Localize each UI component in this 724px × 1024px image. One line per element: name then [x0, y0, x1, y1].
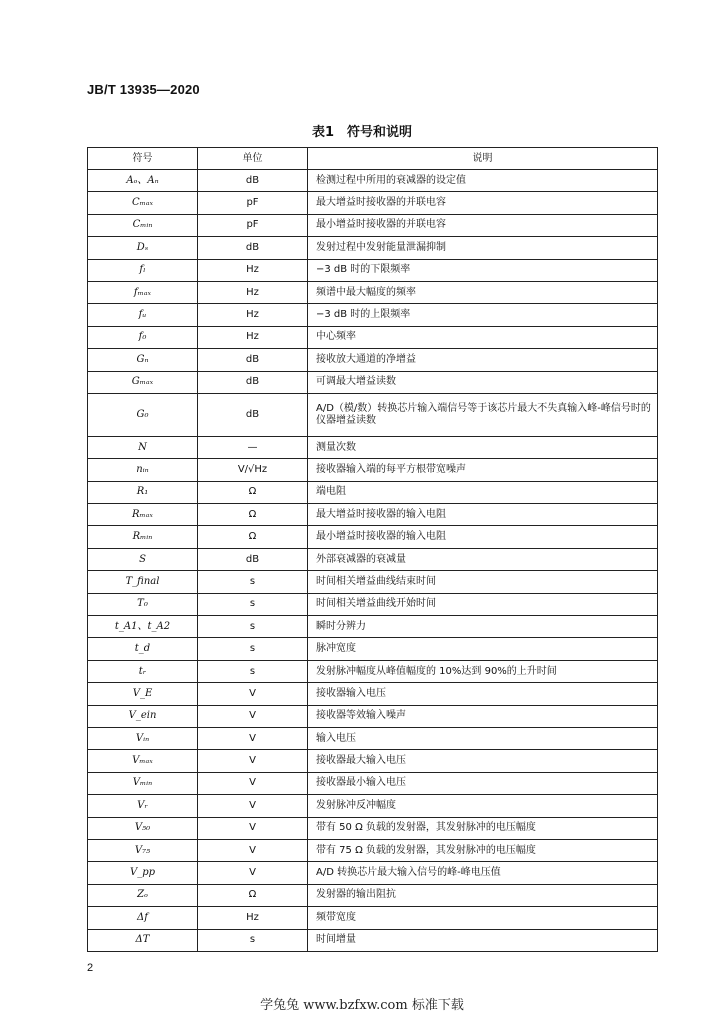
watermark-text: 学兔兔 www.bzfxw.com 标准下载: [260, 998, 464, 1013]
standard-code: JB/T 13935—2020: [87, 82, 200, 97]
description-cell: 发射脉冲幅度从峰值幅度的 10%达到 90%的上升时间: [308, 660, 658, 682]
table-row: [88, 817, 658, 839]
table-row: [88, 705, 658, 727]
symbol-cell: t_d: [88, 638, 198, 660]
description-cell: 时间增量: [308, 929, 658, 951]
symbol-cell: Cₘᵢₙ: [88, 214, 198, 236]
description-cell: 发射过程中发射能量泄漏抑制: [308, 237, 658, 259]
symbol-cell: Vᵣ: [88, 795, 198, 817]
symbol-cell: V_ein: [88, 705, 198, 727]
unit-cell: Hz: [198, 259, 308, 281]
table-row: [88, 884, 658, 906]
symbol-cell: N: [88, 436, 198, 458]
description-cell: 瞬时分辨力: [308, 616, 658, 638]
unit-cell: Ω: [198, 504, 308, 526]
unit-cell: dB: [198, 349, 308, 371]
description-cell: 最大增益时接收器的输入电阻: [308, 504, 658, 526]
header-symbol: 符号: [88, 148, 198, 170]
unit-cell: dB: [198, 237, 308, 259]
symbol-cell: V₇₅: [88, 839, 198, 861]
table-row: [88, 795, 658, 817]
unit-cell: dB: [198, 393, 308, 436]
symbol-cell: R₁: [88, 481, 198, 503]
symbol-cell: Cₘₐₓ: [88, 192, 198, 214]
description-cell: A/D（模/数）转换芯片输入端信号等于该芯片最大不失真输入峰-峰信号时的仪器增益读数: [308, 393, 658, 436]
symbol-cell: S: [88, 548, 198, 570]
description-cell: 带有 75 Ω 负载的发射器，其发射脉冲的电压幅度: [308, 839, 658, 861]
symbol-cell: nᵢₙ: [88, 459, 198, 481]
table-row: [88, 727, 658, 749]
description-cell: 频带宽度: [308, 907, 658, 929]
unit-cell: Hz: [198, 281, 308, 303]
symbol-cell: f₀: [88, 326, 198, 348]
description-cell: 时间相关增益曲线结束时间: [308, 571, 658, 593]
description-cell: 频谱中最大幅度的频率: [308, 281, 658, 303]
table-row: [88, 371, 658, 393]
description-cell: 带有 50 Ω 负载的发射器，其发射脉冲的电压幅度: [308, 817, 658, 839]
table-row: [88, 907, 658, 929]
description-cell: 最小增益时接收器的并联电容: [308, 214, 658, 236]
table-row: [88, 929, 658, 951]
symbol-cell: V_pp: [88, 862, 198, 884]
description-cell: 发射器的输出阻抗: [308, 884, 658, 906]
page-number: 2: [87, 962, 94, 974]
table-row: [88, 281, 658, 303]
table-row: [88, 349, 658, 371]
description-cell: 接收器最小输入电压: [308, 772, 658, 794]
unit-cell: V: [198, 772, 308, 794]
description-cell: 接收器最大输入电压: [308, 750, 658, 772]
unit-cell: Ω: [198, 884, 308, 906]
symbol-cell: fₘₐₓ: [88, 281, 198, 303]
symbol-cell: Rₘᵢₙ: [88, 526, 198, 548]
unit-cell: dB: [198, 371, 308, 393]
table-row: [88, 436, 658, 458]
symbol-cell: Gₙ: [88, 349, 198, 371]
unit-cell: V: [198, 750, 308, 772]
description-cell: −3 dB 时的下限频率: [308, 259, 658, 281]
unit-cell: —: [198, 436, 308, 458]
unit-cell: Hz: [198, 326, 308, 348]
table-row: [88, 326, 658, 348]
unit-cell: V/√Hz: [198, 459, 308, 481]
symbols-table: [87, 147, 658, 952]
unit-cell: s: [198, 593, 308, 615]
description-cell: 可调最大增益读数: [308, 371, 658, 393]
symbol-cell: T_final: [88, 571, 198, 593]
unit-cell: pF: [198, 214, 308, 236]
description-cell: 接收器等效输入噪声: [308, 705, 658, 727]
symbol-cell: Vᵢₙ: [88, 727, 198, 749]
description-cell: 测量次数: [308, 436, 658, 458]
table-header-row: [88, 148, 658, 170]
table-row: [88, 526, 658, 548]
unit-cell: s: [198, 571, 308, 593]
table-row: [88, 214, 658, 236]
description-cell: 端电阻: [308, 481, 658, 503]
table-title: 表1 符号和说明: [311, 125, 413, 140]
symbol-cell: Gₘₐₓ: [88, 371, 198, 393]
unit-cell: dB: [198, 548, 308, 570]
symbol-cell: t_A1、t_A2: [88, 616, 198, 638]
table-row: [88, 259, 658, 281]
table-row: [88, 683, 658, 705]
symbol-cell: T₀: [88, 593, 198, 615]
table-row: [88, 393, 658, 436]
symbol-cell: V₅₀: [88, 817, 198, 839]
table-row: [88, 638, 658, 660]
symbol-cell: Δf: [88, 907, 198, 929]
description-cell: −3 dB 时的上限频率: [308, 304, 658, 326]
table-row: [88, 862, 658, 884]
table-row: [88, 459, 658, 481]
unit-cell: Ω: [198, 481, 308, 503]
description-cell: 输入电压: [308, 727, 658, 749]
unit-cell: V: [198, 839, 308, 861]
description-cell: 接收放大通道的净增益: [308, 349, 658, 371]
table-row: [88, 192, 658, 214]
table-row: [88, 750, 658, 772]
symbol-cell: Dₛ: [88, 237, 198, 259]
symbol-cell: Aₒ、Aₙ: [88, 170, 198, 192]
table-row: [88, 839, 658, 861]
symbol-cell: Rₘₐₓ: [88, 504, 198, 526]
symbol-cell: ΔT: [88, 929, 198, 951]
symbol-cell: fₗ: [88, 259, 198, 281]
table-row: [88, 616, 658, 638]
unit-cell: V: [198, 795, 308, 817]
description-cell: 脉冲宽度: [308, 638, 658, 660]
table-row: [88, 660, 658, 682]
unit-cell: Hz: [198, 304, 308, 326]
table-row: [88, 304, 658, 326]
unit-cell: s: [198, 660, 308, 682]
unit-cell: V: [198, 727, 308, 749]
header-unit: 单位: [198, 148, 308, 170]
description-cell: 时间相关增益曲线开始时间: [308, 593, 658, 615]
table-row: [88, 772, 658, 794]
description-cell: 接收器输入端的每平方根带宽噪声: [308, 459, 658, 481]
symbol-cell: V_E: [88, 683, 198, 705]
description-cell: 发射脉冲反冲幅度: [308, 795, 658, 817]
symbol-cell: tᵣ: [88, 660, 198, 682]
table-row: [88, 237, 658, 259]
symbol-cell: Zₒ: [88, 884, 198, 906]
symbol-cell: G₀: [88, 393, 198, 436]
unit-cell: Ω: [198, 526, 308, 548]
symbol-cell: fᵤ: [88, 304, 198, 326]
unit-cell: V: [198, 683, 308, 705]
description-cell: 中心频率: [308, 326, 658, 348]
description-cell: 外部衰减器的衰减量: [308, 548, 658, 570]
unit-cell: s: [198, 929, 308, 951]
table-row: [88, 504, 658, 526]
unit-cell: V: [198, 817, 308, 839]
unit-cell: dB: [198, 170, 308, 192]
table-row: [88, 571, 658, 593]
description-cell: 最大增益时接收器的并联电容: [308, 192, 658, 214]
table-row: [88, 481, 658, 503]
description-cell: A/D 转换芯片最大输入信号的峰-峰电压值: [308, 862, 658, 884]
description-cell: 接收器输入电压: [308, 683, 658, 705]
header-description: 说明: [308, 148, 658, 170]
symbol-cell: Vₘᵢₙ: [88, 772, 198, 794]
unit-cell: s: [198, 638, 308, 660]
unit-cell: Hz: [198, 907, 308, 929]
symbol-cell: Vₘₐₓ: [88, 750, 198, 772]
unit-cell: V: [198, 705, 308, 727]
unit-cell: V: [198, 862, 308, 884]
description-cell: 检测过程中所用的衰减器的设定值: [308, 170, 658, 192]
table-row: [88, 170, 658, 192]
unit-cell: s: [198, 616, 308, 638]
table-row: [88, 593, 658, 615]
table-row: [88, 548, 658, 570]
unit-cell: pF: [198, 192, 308, 214]
description-cell: 最小增益时接收器的输入电阻: [308, 526, 658, 548]
